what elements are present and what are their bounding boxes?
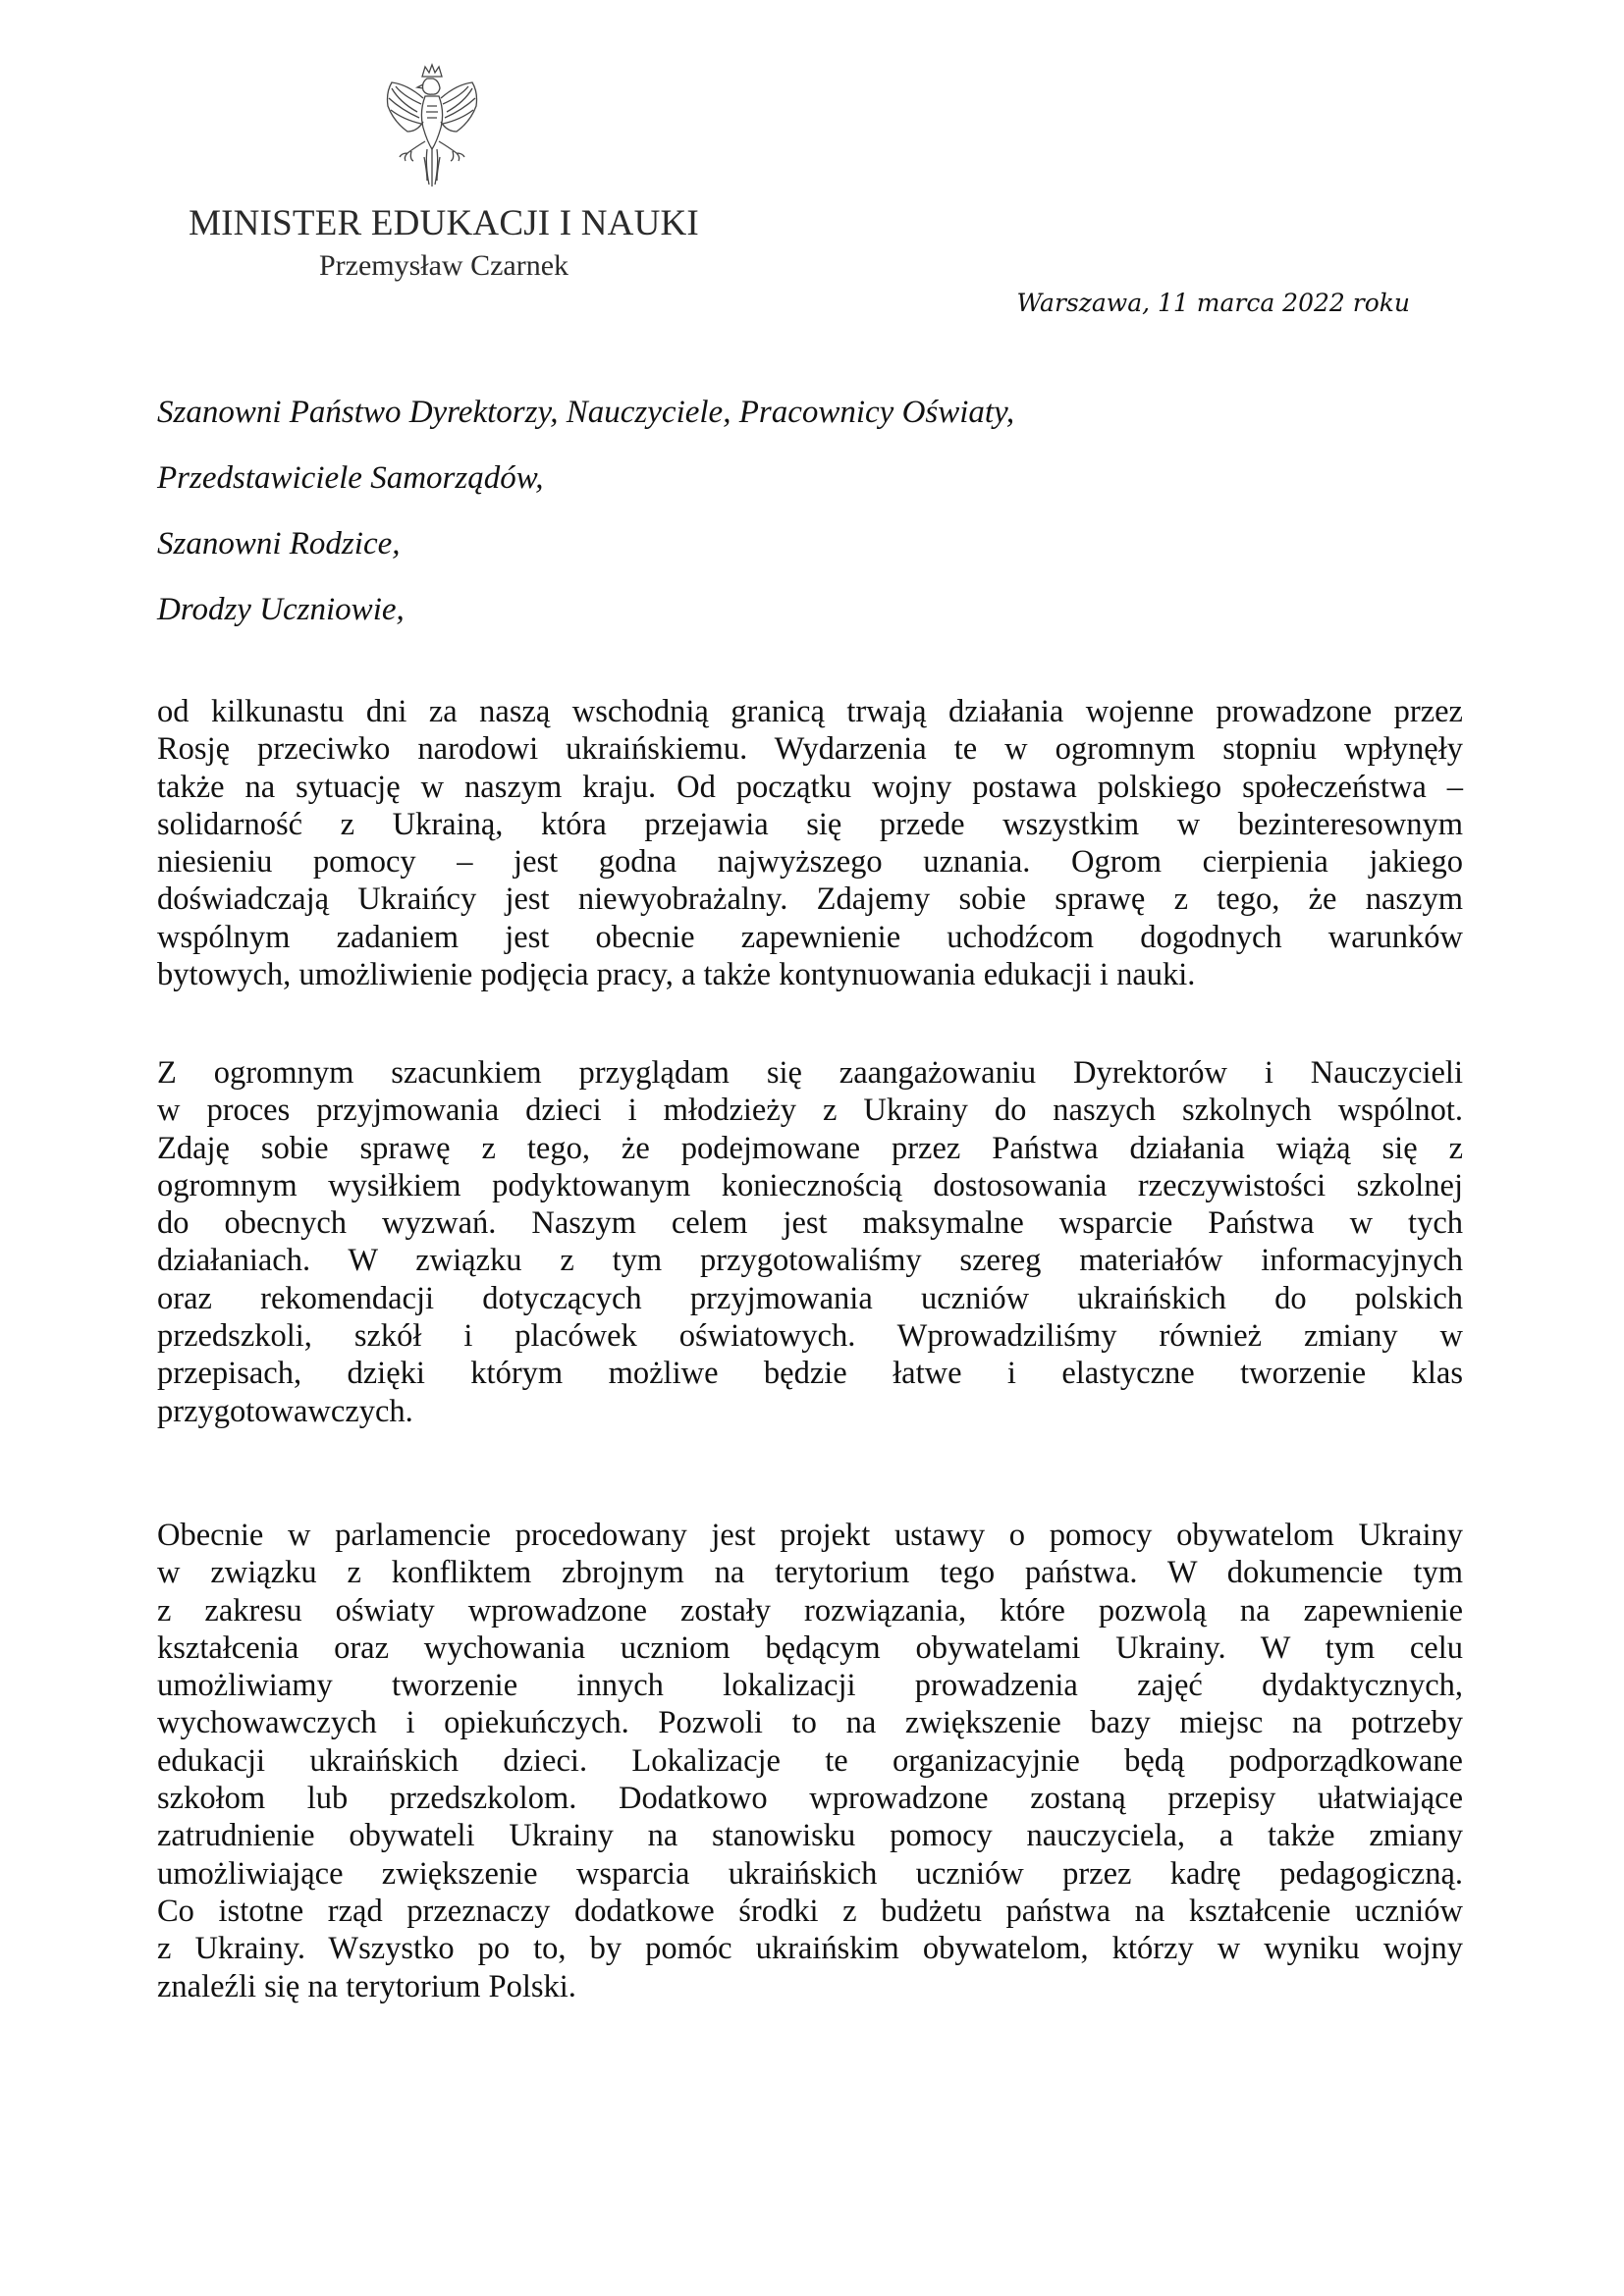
text-line: oraz rekomendacji dotyczących przyjmowania uczniów ukraińskich do polskich	[157, 1280, 1463, 1316]
polish-eagle-emblem-icon	[378, 63, 486, 190]
minister-name: Przemysław Czarnek	[318, 249, 569, 282]
body-paragraph-2	[157, 1054, 1463, 1430]
salutation-line: Szanowni Państwo Dyrektorzy, Nauczyciele, Pracownicy Oświaty,	[157, 395, 1015, 430]
text-line: w proces przyjmowania dzieci i młodzieży z Ukrainy do naszych szkolnych wspólnot.	[157, 1093, 1463, 1129]
text-line: wychowawczych i opiekuńczych. Pozwoli to na zwiększenie bazy miejsc na potrzeby	[157, 1705, 1463, 1741]
text-line: kształcenia oraz wychowania uczniom będącym obywatelami Ukrainy. W tym celu	[157, 1629, 1463, 1666]
text-line: przygotowawczych.	[157, 1393, 413, 1429]
text-line: solidarność z Ukrainą, która przejawia się przede wszystkim w bezinteresownym	[157, 806, 1463, 842]
text-line: zatrudnienie obywateli Ukrainy na stanowisku pomocy nauczyciela, a także zmiany	[157, 1818, 1463, 1854]
text-line: doświadczają Ukraińcy jest niewyobrażalny. Zdajemy sobie sprawę z tego, że naszym	[157, 881, 1463, 918]
body-paragraph-1	[157, 693, 1463, 993]
text-line: umożliwiające zwiększenie wsparcia ukraińskich uczniów przez kadrę pedagogiczną.	[157, 1855, 1463, 1892]
text-line: z Ukrainy. Wszystko po to, by pomóc ukraińskim obywatelom, którzy w wyniku wojny	[157, 1931, 1463, 1967]
text-line: znaleźli się na terytorium Polski.	[157, 1968, 576, 2004]
salutation-line: Szanowni Rodzice,	[157, 526, 401, 561]
ministry-office-title: MINISTER EDUKACJI I NAUKI	[189, 203, 699, 243]
text-line: od kilkunastu dni za naszą wschodnią granicą trwają działania wojenne prowadzone przez	[157, 694, 1463, 729]
salutation-line: Przedstawiciele Samorządów,	[157, 460, 544, 496]
text-line: przedszkoli, szkół i placówek oświatowych. Wprowadziliśmy również zmiany w	[157, 1318, 1463, 1355]
text-line: przepisach, dzięki którym możliwe będzie łatwe i elastyczne tworzenie klas	[157, 1356, 1463, 1392]
text-line: Co istotne rząd przeznaczy dodatkowe środki z budżetu państwa na kształcenie uczniów	[157, 1893, 1463, 1929]
text-line: w związku z konfliktem zbrojnym na terytorium tego państwa. W dokumencie tym	[157, 1555, 1463, 1591]
body-paragraph-3	[157, 1517, 1463, 2005]
text-line: ogromnym wysiłkiem podyktowanym koniecznością dostosowania rzeczywistości szkolnej	[157, 1167, 1463, 1203]
text-line: wspólnym zadaniem jest obecnie zapewnienie uchodźcom dogodnych warunków	[157, 919, 1463, 955]
text-line: umożliwiamy tworzenie innych lokalizacji prowadzenia zajęć dydaktycznych,	[157, 1668, 1463, 1704]
text-line: do obecnych wyzwań. Naszym celem jest maksymalne wsparcie Państwa w tych	[157, 1205, 1463, 1242]
text-line: Zdaję sobie sprawę z tego, że podejmowane przez Państwa działania wiążą się z	[157, 1130, 1463, 1166]
text-line: niesieniu pomocy – jest godna najwyższego uznania. Ogrom cierpienia jakiego	[157, 844, 1463, 881]
text-line: szkołom lub przedszkolom. Dodatkowo wprowadzone zostaną przepisy ułatwiające	[157, 1781, 1463, 1817]
text-line: z zakresu oświaty wprowadzone zostały rozwiązania, które pozwolą na zapewnienie	[157, 1592, 1463, 1629]
text-line: Obecnie w parlamencie procedowany jest projekt ustawy o pomocy obywatelom Ukrainy	[157, 1518, 1463, 1553]
text-line: Rosję przeciwko narodowi ukraińskiemu. Wydarzenia te w ogromnym stopniu wpłynęły	[157, 731, 1463, 768]
salutation-line: Drodzy Uczniowie,	[157, 592, 405, 627]
text-line: bytowych, umożliwienie podjęcia pracy, a także kontynuowania edukacji i nauki.	[157, 957, 1196, 993]
date-line: Warszawa, 11 marca 2022 roku	[1016, 289, 1410, 317]
salutation-block	[157, 393, 1014, 656]
text-line: działaniach. W związku z tym przygotowaliśmy szereg materiałów informacyjnych	[157, 1243, 1463, 1279]
text-line: Z ogromnym szacunkiem przyglądam się zaangażowaniu Dyrektorów i Nauczycieli	[157, 1055, 1463, 1091]
text-line: także na sytuację w naszym kraju. Od początku wojny postawa polskiego społeczeństwa –	[157, 769, 1463, 805]
text-line: edukacji ukraińskich dzieci. Lokalizacje te organizacyjnie będą podporządkowane	[157, 1742, 1463, 1779]
